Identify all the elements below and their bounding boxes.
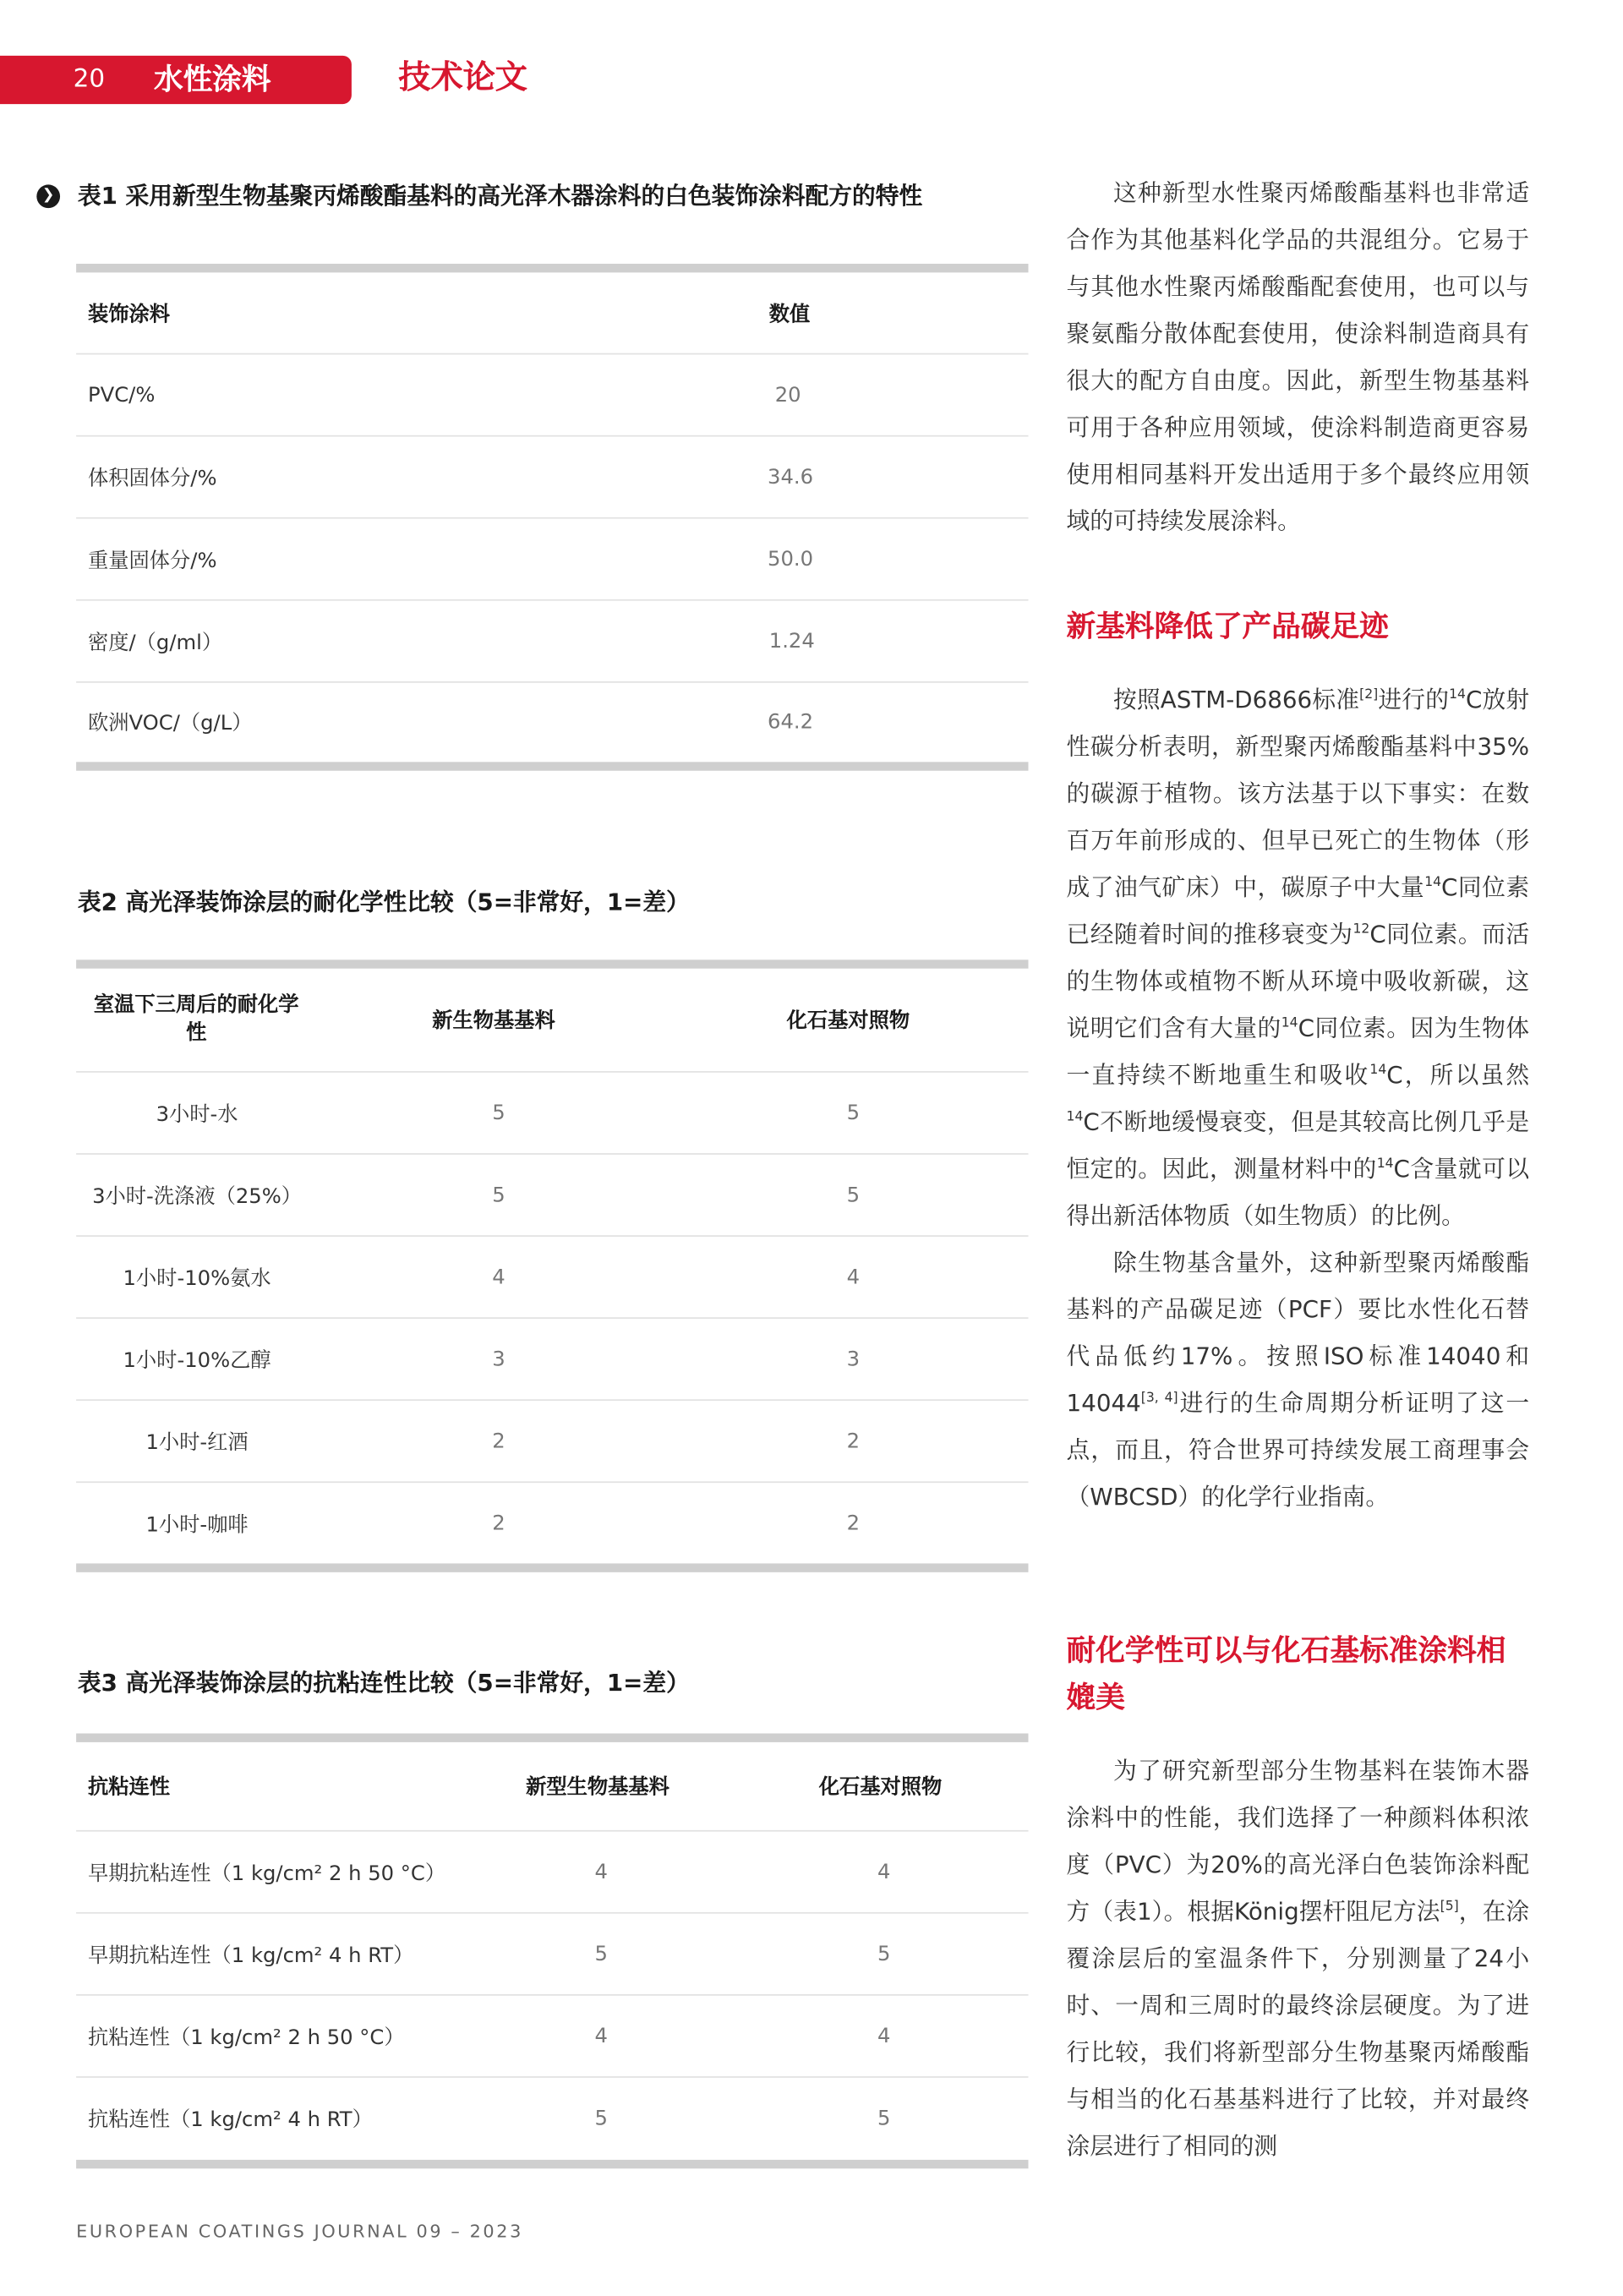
table-cell-value: 4	[594, 1860, 609, 1884]
section-heading: 耐化学性可以与化石基标准涂料相媲美	[1066, 1632, 1506, 1714]
table-cell-label: 欧洲VOC/（g/L）	[87, 712, 253, 736]
table-cell-value: 4	[846, 1265, 861, 1289]
table-row	[76, 354, 1028, 436]
table-cell-label: 抗粘连性（1 kg/cm² 2 h 50 °C）	[87, 2025, 405, 2050]
page-number: 20	[73, 64, 106, 94]
table3-bottom-rule	[76, 2160, 1028, 2168]
table-cell-label: 1小时-红酒	[145, 1430, 249, 1455]
table1-caption: 表1 采用新型生物基聚丙烯酸酯基料的高光泽木器涂料的白色装饰涂料配方的特性	[77, 181, 923, 210]
table-cell-value: 34.6	[768, 465, 814, 489]
table-cell-label: 3小时-洗涤液（25%）	[92, 1184, 303, 1209]
table2-header-row	[76, 969, 1028, 1073]
paragraph: 为了研究新型部分生物基料在装饰木器涂料中的性能，我们选择了一种颜料体积浓度（PVC）为20%的高光泽白色装饰涂料配方（表1）。根据König摆杆阻尼方法[5]，在涂覆涂层后的室温条件下，分别测量了24小时、一周和三周时的最终涂层硬度。为了进行比较，我们将新型部分生物基聚丙烯酸酯与相当的化石基基料进行了比较，并对最终涂层进行了相同的测	[1066, 1757, 1530, 2160]
section-heading: 新基料降低了产品碳足迹	[1066, 608, 1389, 643]
table-cell-value: 5	[877, 1942, 891, 1966]
table-row	[76, 2078, 1028, 2160]
citation: [5]	[1440, 1900, 1459, 1915]
superscript: 12	[1352, 922, 1370, 938]
table-cell-label: 重量固体分/%	[87, 549, 217, 572]
table2	[76, 959, 1028, 1572]
footer-journal: EUROPEAN COATINGS JOURNAL 09 – 2023	[76, 2221, 523, 2242]
table-cell-label: 抗粘连性（1 kg/cm² 4 h RT）	[87, 2108, 373, 2132]
table3-header-cell: 抗粘连性	[87, 1775, 171, 1800]
table-row	[76, 1832, 1028, 1914]
category-title: 技术论文	[398, 60, 527, 97]
table-cell-value: 2	[846, 1429, 861, 1453]
table3-header-cell: 化石基对照物	[818, 1775, 943, 1800]
table-cell-value: 1.24	[768, 629, 815, 653]
table3-caption: 表3 高光泽装饰涂层的抗粘连性比较（5=非常好，1=差）	[77, 1669, 690, 1697]
table-cell-value: 2	[492, 1429, 505, 1453]
table2-top-rule	[76, 959, 1028, 968]
table-cell-value: 5	[594, 1942, 609, 1966]
table-row	[76, 601, 1028, 683]
table-cell-value: 20	[774, 383, 801, 407]
section-name: 水性涂料	[153, 61, 271, 97]
table-cell-value: 3	[492, 1347, 505, 1371]
table-cell-value: 64.2	[768, 710, 814, 735]
table2-header-cell: 室温下三周后的耐化学性	[93, 993, 299, 1045]
paragraph: 按照ASTM-D6866标准[2]进行的$^{14}$C放射性碳分析表明，新型聚丙烯酸酯基料中35%的碳源于植物。该方法基于以下事实：在数百万年前形成的、但早已死亡的生物体（形成了油气矿床）中，碳原子中大量$^{14}$C同位素已经随着时间的推移衰变为$^{12}$C同位素。而活的生物体或植物不断从环境中吸收新碳，这说明它们含有大量的$^{14}$C同位素。因为生物体一直持续不断地重生和吸收$^{14}$C，所以虽然$^{14}$C不断地缓慢衰变，但是其较高比例几乎是恒定的。因此，测量材料中的$^{14}$C含量就可以得出新活体物质（如生物质）的比例。	[1066, 686, 1530, 1230]
table-row	[76, 1401, 1028, 1483]
table-cell-value: 5	[846, 1101, 861, 1125]
section1-body	[1067, 677, 1530, 1521]
paragraph: 这种新型水性聚丙烯酸酯基料也非常适合作为其他基料化学品的共混组分。它易于与其他水性聚丙烯酸酯配套使用，也可以与聚氨酯分散体配套使用，使涂料制造商具有很大的配方自由度。因此，新型生物基基料可用于各种应用领域，使涂料制造商更容易使用相同基料开发出适用于多个最终应用领域的可持续发展涂料。	[1066, 178, 1530, 535]
table-cell-label: 早期抗粘连性（1 kg/cm² 2 h 50 °C）	[87, 1861, 446, 1885]
table-cell-label: 早期抗粘连性（1 kg/cm² 4 h RT）	[87, 1943, 414, 1967]
section2-body	[1067, 1748, 1530, 2170]
table-cell-value: 4	[877, 2024, 891, 2048]
table-row	[76, 1237, 1028, 1319]
table-cell-value: 2	[492, 1511, 505, 1535]
table-cell-label: 1小时-10%氨水	[123, 1266, 271, 1291]
citation: [3, 4]	[1140, 1391, 1178, 1407]
table-cell-value: 5	[846, 1183, 861, 1207]
table1-header-cell: 装饰涂料	[87, 302, 171, 326]
table-row	[76, 519, 1028, 601]
table3	[76, 1733, 1028, 2168]
table-cell-value: 4	[877, 1860, 891, 1884]
article-intro	[1067, 170, 1530, 545]
table2-bottom-rule	[76, 1563, 1028, 1572]
table-cell-label: PVC/%	[87, 383, 156, 407]
table-cell-value: 50.0	[768, 547, 814, 571]
table2-caption: 表2 高光泽装饰涂层的耐化学性比较（5=非常好，1=差）	[77, 888, 690, 916]
table1	[76, 264, 1028, 771]
table-row	[76, 1319, 1028, 1401]
table1-header-row	[76, 272, 1028, 354]
chevron-right-icon: ❯	[36, 184, 60, 208]
table-cell-value: 5	[492, 1101, 505, 1125]
table3-top-rule	[76, 1733, 1028, 1741]
table-row	[76, 683, 1028, 763]
superscript: 14	[1376, 1156, 1394, 1173]
table-cell-label: 3小时-水	[156, 1102, 238, 1127]
table-row	[76, 1073, 1028, 1155]
table2-header-cell: 新生物基基料	[432, 1009, 555, 1033]
table-cell-value: 4	[594, 2024, 609, 2048]
table-cell-label: 密度/（g/ml）	[87, 631, 223, 654]
table2-header-cell: 化石基对照物	[786, 1009, 910, 1033]
table-cell-label: 1小时-10%乙醇	[123, 1348, 271, 1373]
table-cell-label: 1小时-咖啡	[145, 1512, 249, 1537]
table3-header-cell: 新型生物基基料	[526, 1775, 669, 1800]
citation: [2]	[1359, 688, 1379, 703]
table1-top-rule	[76, 264, 1028, 272]
table-row	[76, 1996, 1028, 2078]
table1-bottom-rule	[76, 762, 1028, 770]
table-row	[76, 1483, 1028, 1563]
table-cell-value: 3	[846, 1347, 861, 1371]
table-cell-value: 5	[492, 1183, 505, 1207]
table3-header-row	[76, 1742, 1028, 1832]
table-row	[76, 437, 1028, 519]
superscript: 14	[1449, 688, 1466, 703]
table-row	[76, 1155, 1028, 1237]
superscript: 14	[1281, 1016, 1298, 1031]
superscript: 14	[1369, 1063, 1387, 1079]
table-cell-value: 5	[877, 2107, 891, 2131]
superscript: 14	[1424, 875, 1442, 891]
table1-header-cell: 数值	[768, 302, 811, 326]
table-cell-label: 体积固体分/%	[87, 467, 217, 490]
table-row	[76, 1914, 1028, 1996]
table-cell-value: 5	[594, 2107, 609, 2131]
table-cell-value: 4	[492, 1265, 505, 1289]
paragraph: 除生物基含量外，这种新型聚丙烯酸酯基料的产品碳足迹（PCF）要比水性化石替代品低约17%。按照ISO标准14040和14044[3, 4]进行的生命周期分析证明了这一点，而且，符合世界可持续发展工商理事会（WBCSD）的化学行业指南。	[1066, 1248, 1530, 1512]
table-cell-value: 2	[846, 1511, 861, 1535]
superscript: 14	[1066, 1110, 1084, 1125]
